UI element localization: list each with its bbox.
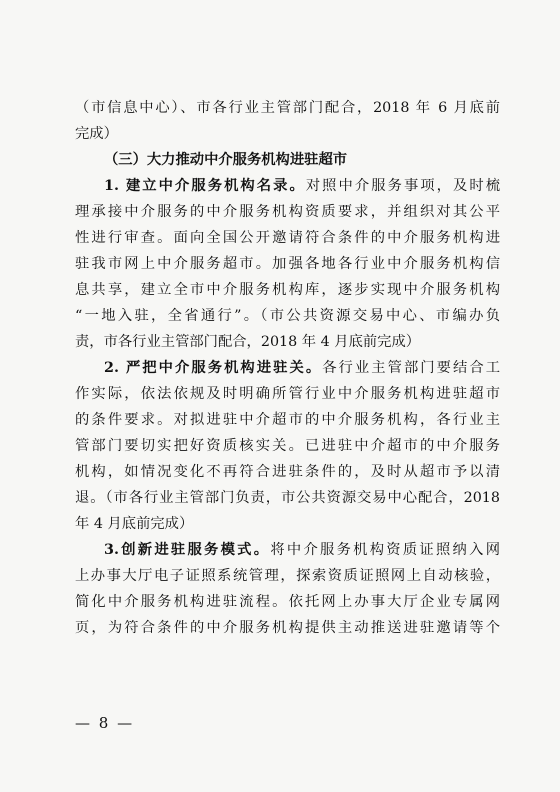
text-line: 上办事大厅电子证照系统管理，探索资质证照网上自动核验， (75, 568, 500, 584)
text-line: “一地入驻，全省通行”。（市公共资源交易中心、市编办负 (75, 308, 500, 324)
text-line: 息共享，建立全市中介服务机构库，逐步实现中介服务机构 (75, 282, 500, 298)
section-heading: （三）大力推动中介服务机构进驻超市 (104, 152, 348, 168)
text-line: 机构，如情况变化不再符合进驻条件的，及时从超市予以清 (75, 464, 500, 480)
item-title: 2. 严把中介服务机构进驻关。 (104, 360, 323, 376)
text-line: 的条件要求。对拟进驻中介超市的中介服务机构，各行业主 (75, 412, 500, 428)
item-title: 3.创新进驻服务模式。 (104, 542, 271, 558)
item-title: 1. 建立中介服务机构名录。 (104, 178, 306, 194)
text-line: 简化中介服务机构进驻流程。依托网上办事大厅企业专属网 (75, 594, 500, 610)
text-line: 驻我市网上中介服务超市。加强各地各行业中介服务机构信 (75, 256, 500, 272)
text-line (75, 358, 500, 384)
document-body (75, 98, 500, 644)
text-line: 页，为符合条件的中介服务机构提供主动推送进驻邀请等个 (75, 620, 500, 636)
text-line: （市信息中心）、市各行业主管部门配合，2018 年 6 月底前 (75, 100, 500, 116)
page-number: — 8 — (75, 714, 135, 732)
text-line: 作实际，依法依规及时明确所管行业中介服务机构进驻超市 (75, 386, 500, 402)
text-line: 责，市各行业主管部门配合，2018 年 4 月底前完成） (75, 334, 421, 350)
text-line (75, 540, 500, 566)
text-line: 退。（市各行业主管部门负责，市公共资源交易中心配合，2018 (75, 490, 500, 506)
text-line: 管部门要切实把好资质核实关。已进驻中介超市的中介服务 (75, 438, 500, 454)
text-line (75, 176, 500, 202)
text-span: 各行业主管部门要结合工 (322, 360, 500, 376)
text-line: 完成） (75, 126, 118, 142)
text-span: 对照中介服务事项，及时梳 (305, 178, 500, 194)
text-line: 理承接中介服务的中介服务机构资质要求，并组织对其公平 (75, 204, 500, 220)
text-line: 性进行审查。面向全国公开邀请符合条件的中介服务机构进 (75, 230, 500, 246)
text-line: 年 4 月底前完成） (75, 516, 194, 532)
text-span: 将中介服务机构资质证照纳入网 (270, 542, 500, 558)
